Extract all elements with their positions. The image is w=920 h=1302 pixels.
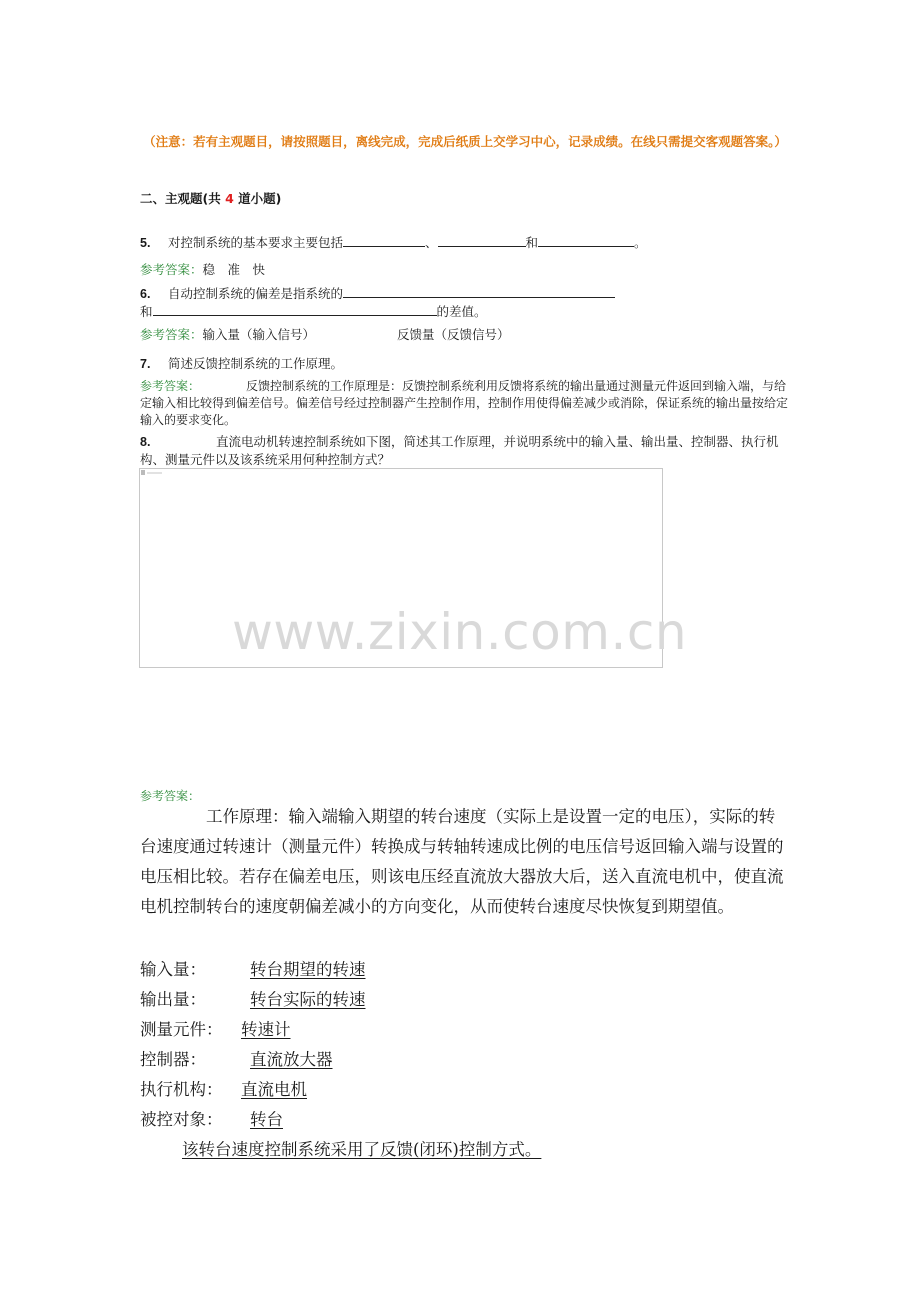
answer-8-label: 参考答案： xyxy=(140,789,201,803)
item-plant xyxy=(140,1106,283,1130)
end-mark: 。 xyxy=(634,235,647,250)
separator: 和 xyxy=(525,235,539,250)
item-output xyxy=(140,986,366,1010)
item-value: 转台期望的转速 xyxy=(250,960,366,979)
answer-label: 参考答案： xyxy=(140,262,203,277)
broken-image-icon xyxy=(141,470,163,476)
answer-8-principle: 工作原理：输入端输入期望的转台速度（实际上是设置一定的电压），实际的转台速度通过转速计（测量元件）转换成与转轴转速成比例的电压信号返回输入端与设置的电压相比较。若存在偏差电压，则该电压经直流放大器放大后，送入直流电机中，使直流电机控制转台的速度朝偏差减小的方向变化，从而使转台速度尽快恢复到期望值。 xyxy=(140,807,784,916)
item-value: 转台实际的转速 xyxy=(250,990,366,1009)
section-suffix: 道小题) xyxy=(233,191,282,206)
question-number: 5. xyxy=(140,236,151,250)
question-7 xyxy=(140,355,785,373)
answer-label: 参考答案： xyxy=(140,327,203,342)
notice-text: （注意：若有主观题目，请按照题目，离线完成，完成后纸质上交学习中心，记录成绩。在线只需提交客观题答案。） xyxy=(143,134,787,149)
question-6-line2 xyxy=(140,302,785,321)
question-text: 自动控制系统的偏差是指系统的 xyxy=(168,286,344,301)
answer-blank[interactable] xyxy=(538,233,634,247)
question-8 xyxy=(140,433,788,469)
question-5 xyxy=(140,233,785,252)
question-text: 简述反馈控制系统的工作原理。 xyxy=(168,356,344,371)
question-count: 4 xyxy=(225,191,234,206)
separator: 、 xyxy=(425,235,438,250)
question-text-end: 的差值。 xyxy=(436,304,487,319)
item-controller xyxy=(140,1046,333,1070)
question-number: 6. xyxy=(140,287,151,301)
question-text: 直流电动机转速控制系统如下图，简述其工作原理，并说明系统中的输入量、输出量、控制器、执行机构、测量元件以及该系统采用何种控制方式？ xyxy=(140,434,779,467)
answer-a: 输入量（输入信号） xyxy=(202,327,316,342)
item-label: 输入量： xyxy=(140,960,206,979)
connector: 和 xyxy=(140,304,153,319)
section-prefix: 二、主观题(共 xyxy=(140,191,226,206)
question-text: 对控制系统的基本要求主要包括 xyxy=(168,235,344,250)
answer-6 xyxy=(140,326,785,344)
item-input xyxy=(140,956,366,980)
answer-b: 反馈量（反馈信号） xyxy=(397,327,510,342)
item-label: 控制器： xyxy=(140,1050,206,1069)
item-value: 转速计 xyxy=(241,1020,291,1039)
question-6 xyxy=(140,284,785,303)
item-label: 输出量： xyxy=(140,990,206,1009)
item-sensor xyxy=(140,1016,291,1040)
item-value: 直流放大器 xyxy=(250,1050,333,1069)
watermark: www.zixin.com.cn xyxy=(232,603,688,661)
item-value: 转台 xyxy=(250,1110,283,1129)
answer-blank[interactable] xyxy=(153,302,437,316)
answer-blank[interactable] xyxy=(438,233,526,247)
item-actuator xyxy=(140,1076,307,1100)
answer-5 xyxy=(140,261,785,279)
question-number: 8. xyxy=(140,435,151,449)
answer-blank[interactable] xyxy=(343,233,425,247)
conclusion: 该转台速度控制系统采用了反馈(闭环)控制方式。 xyxy=(182,1140,542,1159)
item-label: 执行机构： xyxy=(140,1080,223,1099)
answer-label: 参考答案： xyxy=(140,379,201,393)
section-heading xyxy=(140,189,281,207)
question-number: 7. xyxy=(140,357,151,371)
answer-7 xyxy=(140,378,788,429)
item-value: 直流电机 xyxy=(241,1080,307,1099)
answer-text: 反馈控制系统的工作原理是：反馈控制系统利用反馈将系统的输出量通过测量元件返回到输入端，与给定输入相比较得到偏差信号。偏差信号经过控制器产生控制作用，控制作用使得偏差减少或消除，保证系统的输出量按给定输入的要求变化。 xyxy=(140,379,789,427)
answer-text: 稳 准 快 xyxy=(202,262,266,277)
answer-blank[interactable] xyxy=(343,284,615,298)
item-label: 测量元件： xyxy=(140,1020,223,1039)
item-label: 被控对象： xyxy=(140,1110,223,1129)
